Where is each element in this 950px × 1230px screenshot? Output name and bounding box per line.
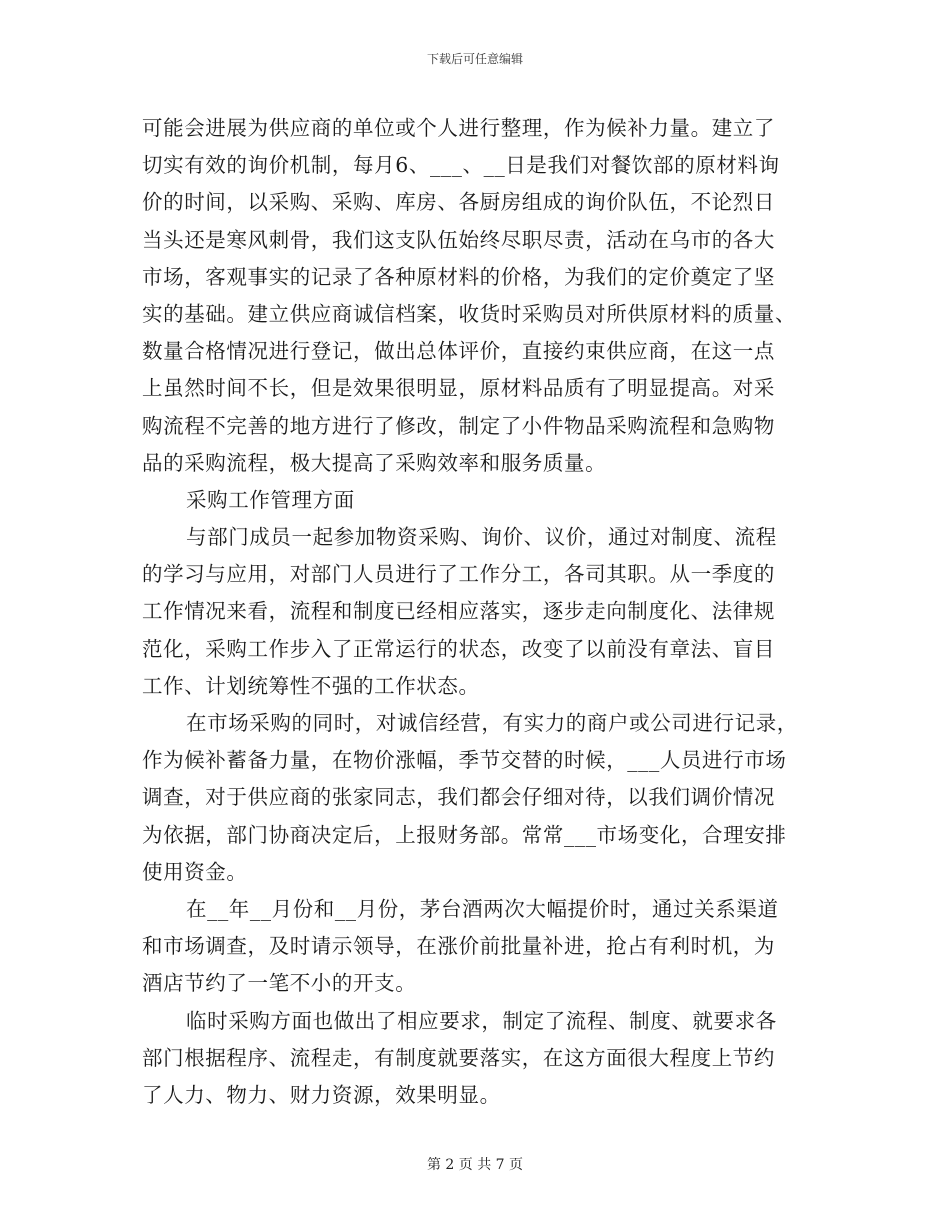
text-line: 与部门成员一起参加物资采购、询价、议价，通过对制度、流程 <box>186 525 777 550</box>
text-line: 部门根据程序、流程走，有制度就要落实，在这方面很大程度上节约 <box>142 1045 775 1070</box>
text-line: 上虽然时间不长，但是效果很明显，原材料品质有了明显提高。对采 <box>142 376 775 401</box>
text-line: 和市场调查，及时请示领导，在涨价前批量补进，抢占有利时机，为 <box>142 934 775 959</box>
text-line: 酒店节约了一笔不小的开支。 <box>142 971 417 996</box>
text-line: 工作、计划统筹性不强的工作状态。 <box>142 673 480 698</box>
text-line: 采购工作管理方面 <box>186 487 355 512</box>
text-line: 范化，采购工作步入了正常运行的状态，改变了以前没有章法、盲目 <box>142 636 775 661</box>
text-line: 使用资金。 <box>142 859 248 884</box>
paragraph <box>142 482 822 519</box>
text-line: 价的时间，以采购、采购、库房、各厨房组成的询价队伍，不论烈日 <box>142 190 775 215</box>
text-line: 作为候补蓄备力量，在物价涨幅，季节交替的时候，___人员进行市场 <box>142 748 787 773</box>
text-line: 临时采购方面也做出了相应要求，制定了流程、制度、就要求各 <box>186 1008 777 1033</box>
text-line: 工作情况来看，流程和制度已经相应落实，逐步走向制度化、法律规 <box>142 599 775 624</box>
paragraph <box>142 1003 822 1115</box>
text-line: 调查，对于供应商的张家同志，我们都会仔细对待，以我们调价情况 <box>142 785 775 810</box>
text-line: 在市场采购的同时，对诚信经营，有实力的商户或公司进行记录， <box>186 711 798 735</box>
paragraph <box>142 519 822 705</box>
text-line: 当头还是寒风刺骨，我们这支队伍始终尽职尽责，活动在乌市的各大 <box>142 227 775 252</box>
text-line: 数量合格情况进行登记，做出总体评价，直接约束供应商，在这一点 <box>142 339 775 364</box>
text-line: 市场，客观事实的记录了各种原材料的价格，为我们的定价奠定了坚 <box>142 264 775 289</box>
text-line: 购流程不完善的地方进行了修改，制定了小件物品采购流程和急购物 <box>142 413 775 438</box>
text-line: 在__年__月份和__月份，茅台酒两次大幅提价时，通过关系渠道 <box>186 896 779 921</box>
text-line: 的学习与应用，对部门人员进行了工作分工，各司其职。从一季度的 <box>142 562 775 587</box>
text-line: 了人力、物力、财力资源，效果明显。 <box>142 1082 501 1107</box>
paragraph <box>142 891 822 1003</box>
page-footer: 第 2 页 共 7 页 <box>426 1157 524 1173</box>
text-line: 实的基础。建立供应商诚信档案，收货时采购员对所供原材料的质量、 <box>142 301 797 326</box>
paragraph <box>142 110 822 482</box>
text-line: 品的采购流程，极大提高了采购效率和服务质量。 <box>142 450 607 475</box>
text-line: 可能会进展为供应商的单位或个人进行整理，作为候补力量。建立了 <box>142 116 775 140</box>
text-line: 为依据，部门协商决定后，上报财务部。常常___市场变化，合理安排 <box>142 822 787 847</box>
page-header: 下载后可任意编辑 <box>426 52 523 66</box>
paragraph <box>142 705 822 891</box>
text-line: 切实有效的询价机制，每月6、___、__日是我们对餐饮部的原材料询 <box>142 153 780 178</box>
document-body <box>142 110 822 1114</box>
